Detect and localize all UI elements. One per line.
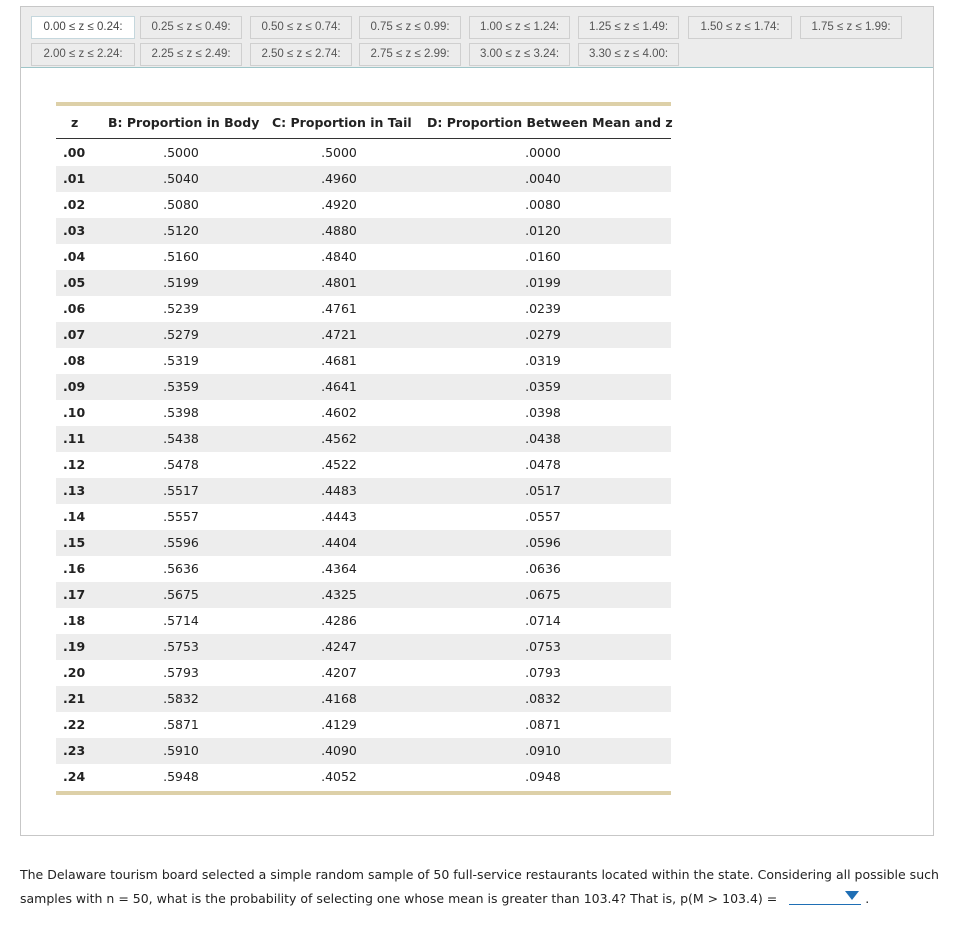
cell-proportion-tail: .4325 — [321, 587, 357, 602]
tab-z-range[interactable]: 0.25 ≤ z ≤ 0.49: — [140, 16, 242, 39]
cell-proportion-between: .0319 — [525, 353, 561, 368]
chevron-down-icon — [845, 891, 859, 900]
cell-proportion-body: .5438 — [163, 431, 199, 446]
cell-proportion-between: .0517 — [525, 483, 561, 498]
table-row — [56, 426, 671, 452]
cell-proportion-between: .0793 — [525, 665, 561, 680]
cell-z: .10 — [63, 405, 86, 420]
cell-proportion-tail: .4207 — [321, 665, 357, 680]
header-proportion-body: B: Proportion in Body — [108, 115, 260, 130]
cell-proportion-tail: .4602 — [321, 405, 357, 420]
cell-proportion-body: .5160 — [163, 249, 199, 264]
table-row — [56, 244, 671, 270]
cell-proportion-tail: .4562 — [321, 431, 357, 446]
tab-z-range[interactable]: 2.75 ≤ z ≤ 2.99: — [359, 43, 461, 66]
table-row — [56, 504, 671, 530]
table-row — [56, 452, 671, 478]
question-line-1: The Delaware tourism board selected a simple random sample of 50 full-service restaurants located within the state. Considering all possible such — [20, 867, 939, 882]
cell-z: .22 — [63, 717, 86, 732]
table-body — [56, 140, 671, 790]
table-row — [56, 166, 671, 192]
cell-z: .07 — [63, 327, 86, 342]
header-z: z — [71, 115, 79, 130]
cell-z: .15 — [63, 535, 86, 550]
tab-z-range[interactable]: 3.00 ≤ z ≤ 3.24: — [469, 43, 570, 66]
cell-proportion-body: .5080 — [163, 197, 199, 212]
cell-proportion-tail: .4681 — [321, 353, 357, 368]
tab-z-range[interactable]: 1.50 ≤ z ≤ 1.74: — [688, 16, 792, 39]
header-proportion-between: D: Proportion Between Mean and z — [427, 115, 673, 130]
z-range-tab-bar — [21, 7, 933, 68]
cell-proportion-tail: .4641 — [321, 379, 357, 394]
cell-proportion-body: .5517 — [163, 483, 199, 498]
cell-proportion-body: .5120 — [163, 223, 199, 238]
question-text — [20, 863, 940, 911]
cell-proportion-between: .0120 — [525, 223, 561, 238]
cell-proportion-body: .5000 — [163, 145, 199, 160]
tab-z-range[interactable]: 2.00 ≤ z ≤ 2.24: — [31, 43, 135, 66]
header-proportion-tail: C: Proportion in Tail — [272, 115, 412, 130]
cell-proportion-tail: .4840 — [321, 249, 357, 264]
cell-proportion-body: .5596 — [163, 535, 199, 550]
cell-z: .19 — [63, 639, 86, 654]
cell-proportion-between: .0080 — [525, 197, 561, 212]
question-period: . — [865, 891, 870, 906]
cell-z: .24 — [63, 769, 86, 784]
cell-proportion-body: .5832 — [163, 691, 199, 706]
cell-proportion-body: .5753 — [163, 639, 199, 654]
cell-proportion-tail: .4721 — [321, 327, 357, 342]
cell-proportion-body: .5793 — [163, 665, 199, 680]
cell-proportion-tail: .4960 — [321, 171, 357, 186]
cell-proportion-between: .0636 — [525, 561, 561, 576]
table-row — [56, 322, 671, 348]
table-row — [56, 348, 671, 374]
cell-z: .09 — [63, 379, 86, 394]
table-row — [56, 582, 671, 608]
table-row — [56, 686, 671, 712]
cell-z: .03 — [63, 223, 86, 238]
cell-proportion-tail: .4483 — [321, 483, 357, 498]
table-row — [56, 634, 671, 660]
cell-proportion-body: .5714 — [163, 613, 199, 628]
table-row — [56, 660, 671, 686]
cell-z: .13 — [63, 483, 86, 498]
cell-z: .23 — [63, 743, 86, 758]
table-row — [56, 270, 671, 296]
table-top-rule — [56, 102, 671, 106]
cell-proportion-tail: .4364 — [321, 561, 357, 576]
tab-z-range[interactable]: 3.30 ≤ z ≤ 4.00: — [578, 43, 679, 66]
table-row — [56, 296, 671, 322]
cell-proportion-tail: .4761 — [321, 301, 357, 316]
tab-z-range[interactable]: 0.75 ≤ z ≤ 0.99: — [359, 16, 461, 39]
cell-proportion-between: .0753 — [525, 639, 561, 654]
table-row — [56, 478, 671, 504]
cell-proportion-between: .0910 — [525, 743, 561, 758]
cell-proportion-tail: .4090 — [321, 743, 357, 758]
cell-proportion-body: .5279 — [163, 327, 199, 342]
cell-proportion-between: .0478 — [525, 457, 561, 472]
table-row — [56, 374, 671, 400]
cell-z: .11 — [63, 431, 86, 446]
cell-proportion-between: .0239 — [525, 301, 561, 316]
cell-proportion-tail: .4522 — [321, 457, 357, 472]
cell-proportion-tail: .4168 — [321, 691, 357, 706]
cell-proportion-body: .5398 — [163, 405, 199, 420]
table-row — [56, 712, 671, 738]
question-line-2-text: samples with n = 50, what is the probability of selecting one whose mean is greater than 103.4? That is, p(M > 103.4) = — [20, 891, 778, 906]
tab-z-range[interactable]: 1.75 ≤ z ≤ 1.99: — [800, 16, 902, 39]
cell-proportion-body: .5239 — [163, 301, 199, 316]
cell-z: .21 — [63, 691, 86, 706]
cell-z: .02 — [63, 197, 86, 212]
cell-proportion-tail: .4404 — [321, 535, 357, 550]
cell-proportion-tail: .4247 — [321, 639, 357, 654]
table-row — [56, 400, 671, 426]
cell-z: .06 — [63, 301, 86, 316]
cell-proportion-body: .5910 — [163, 743, 199, 758]
cell-proportion-tail: .4920 — [321, 197, 357, 212]
cell-proportion-between: .0359 — [525, 379, 561, 394]
cell-proportion-body: .5557 — [163, 509, 199, 524]
cell-proportion-body: .5359 — [163, 379, 199, 394]
cell-proportion-between: .0199 — [525, 275, 561, 290]
cell-proportion-body: .5636 — [163, 561, 199, 576]
cell-z: .18 — [63, 613, 86, 628]
cell-z: .04 — [63, 249, 86, 264]
cell-z: .16 — [63, 561, 86, 576]
table-row — [56, 140, 671, 166]
table-row — [56, 608, 671, 634]
cell-proportion-between: .0557 — [525, 509, 561, 524]
cell-proportion-between: .0832 — [525, 691, 561, 706]
table-bottom-rule — [56, 791, 671, 795]
table-row — [56, 530, 671, 556]
cell-proportion-between: .0160 — [525, 249, 561, 264]
cell-proportion-body: .5675 — [163, 587, 199, 602]
cell-proportion-body: .5871 — [163, 717, 199, 732]
cell-proportion-tail: .4129 — [321, 717, 357, 732]
cell-proportion-between: .0279 — [525, 327, 561, 342]
cell-proportion-body: .5319 — [163, 353, 199, 368]
cell-proportion-tail: .4443 — [321, 509, 357, 524]
table-row — [56, 218, 671, 244]
cell-proportion-between: .0948 — [525, 769, 561, 784]
cell-z: .17 — [63, 587, 86, 602]
z-table-panel — [20, 6, 934, 836]
tab-z-range[interactable]: 2.25 ≤ z ≤ 2.49: — [140, 43, 242, 66]
cell-proportion-between: .0675 — [525, 587, 561, 602]
cell-proportion-body: .5478 — [163, 457, 199, 472]
cell-proportion-tail: .4286 — [321, 613, 357, 628]
header-divider — [56, 138, 671, 139]
cell-proportion-between: .0714 — [525, 613, 561, 628]
table-row — [56, 556, 671, 582]
table-row — [56, 738, 671, 764]
tab-z-range[interactable]: 1.00 ≤ z ≤ 1.24: — [469, 16, 570, 39]
cell-proportion-between: .0596 — [525, 535, 561, 550]
cell-proportion-body: .5199 — [163, 275, 199, 290]
cell-proportion-tail: .4801 — [321, 275, 357, 290]
answer-dropdown[interactable] — [789, 888, 861, 905]
cell-proportion-body: .5040 — [163, 171, 199, 186]
cell-proportion-tail: .4052 — [321, 769, 357, 784]
tab-z-range[interactable]: 0.00 ≤ z ≤ 0.24: — [31, 16, 135, 39]
cell-z: .01 — [63, 171, 86, 186]
cell-proportion-between: .0000 — [525, 145, 561, 160]
cell-proportion-between: .0438 — [525, 431, 561, 446]
table-row — [56, 192, 671, 218]
tab-z-range[interactable]: 0.50 ≤ z ≤ 0.74: — [250, 16, 352, 39]
cell-z: .05 — [63, 275, 86, 290]
cell-proportion-tail: .5000 — [321, 145, 357, 160]
cell-z: .12 — [63, 457, 86, 472]
tab-z-range[interactable]: 2.50 ≤ z ≤ 2.74: — [250, 43, 352, 66]
question-line-2 — [20, 887, 940, 911]
cell-proportion-between: .0871 — [525, 717, 561, 732]
cell-z: .20 — [63, 665, 86, 680]
cell-proportion-body: .5948 — [163, 769, 199, 784]
cell-proportion-between: .0040 — [525, 171, 561, 186]
table-row — [56, 764, 671, 790]
tab-z-range[interactable]: 1.25 ≤ z ≤ 1.49: — [578, 16, 679, 39]
cell-proportion-between: .0398 — [525, 405, 561, 420]
cell-z: .08 — [63, 353, 86, 368]
cell-proportion-tail: .4880 — [321, 223, 357, 238]
cell-z: .14 — [63, 509, 86, 524]
cell-z: .00 — [63, 145, 86, 160]
